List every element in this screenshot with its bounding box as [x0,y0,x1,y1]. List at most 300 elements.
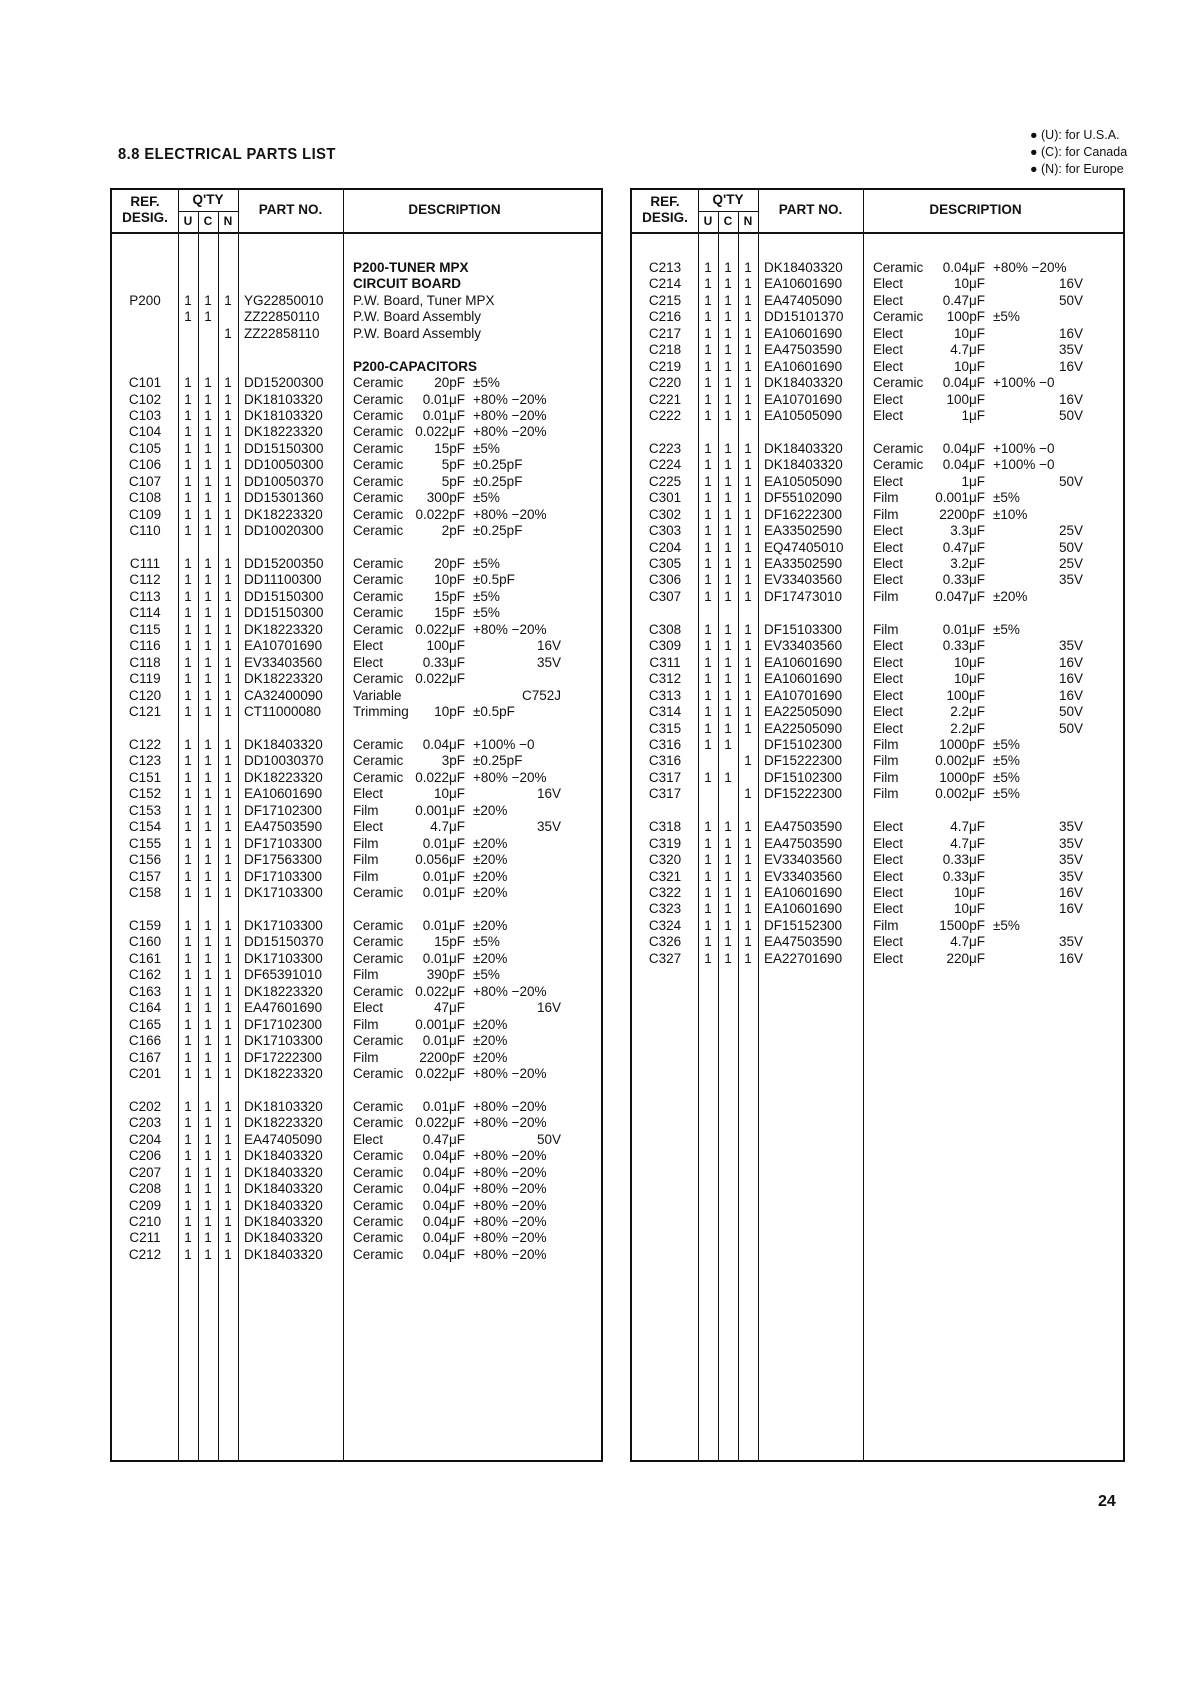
part-number: EA10601690 [244,786,323,802]
qty-n: 1 [744,868,752,884]
value: 0.001μF [415,802,465,818]
value: 0.002μF [935,753,985,769]
qty-c: 1 [204,1000,212,1016]
ref-desig: C160 [128,934,162,950]
description: Trimming [353,704,409,720]
table-row [632,670,1123,687]
tolerance: +80% −20% [473,1214,547,1229]
qty-c: 1 [724,638,732,654]
qty-n: 1 [224,885,232,900]
qty-u: 1 [704,292,712,308]
part-number: EA10601690 [764,885,843,900]
tolerance: ±0.25pF [473,523,523,539]
ref-desig: C307 [648,588,682,604]
value: 100μF [426,638,465,654]
qty-c: 1 [204,309,212,325]
value: 10pF [434,704,465,720]
part-number: DK18223320 [244,769,323,785]
value: 15pF [434,440,465,456]
description: P.W. Board, Tuner MPX [353,292,495,308]
qty-n: 1 [744,934,752,950]
header-qty-c: C [203,214,213,228]
qty-u: 1 [184,556,192,571]
description: Film [873,621,899,637]
qty-c: 1 [724,885,732,900]
qty-c: 1 [724,654,732,670]
qty-c: 1 [724,720,732,736]
ref-desig: C153 [128,802,162,818]
qty-n: 1 [224,424,232,440]
value: 0.01μF [422,868,465,884]
description: Elect [873,819,904,835]
part-number: DF17103300 [244,868,323,884]
description: Ceramic [353,1164,404,1180]
part-number: EV33403560 [764,868,843,884]
qty-u: 1 [184,934,192,950]
qty-u: 1 [184,753,192,769]
table-row [112,358,601,375]
part-number: EA10601690 [764,276,843,292]
value: 0.04μF [422,1214,465,1229]
description: Ceramic [353,523,404,539]
value: 100pF [946,309,985,325]
value: 2.2μF [950,720,985,736]
part-number: EA47503590 [764,835,843,851]
ref-desig: C163 [128,983,162,999]
qty-c: 1 [204,1181,212,1197]
qty-c: 1 [724,490,732,506]
part-number: DK18223320 [244,424,323,440]
qty-u: 1 [184,490,192,506]
qty-c: 1 [204,769,212,785]
description: Elect [873,687,904,703]
part-number: CA32400090 [244,687,323,703]
part-number: DK18103320 [244,407,323,423]
ref-desig: C204 [648,539,682,555]
tolerance: ±20% [473,835,508,851]
value: 0.04μF [422,1197,465,1213]
qty-n: 1 [744,440,752,456]
description: Elect [873,934,904,950]
table-row [112,588,601,605]
table-row [632,950,1123,967]
ref-desig: C110 [129,523,161,539]
ref-desig: C327 [648,950,682,966]
value: 0.022μF [415,424,465,440]
table-row [112,1032,601,1049]
qty-u: 1 [184,1181,192,1197]
value: 0.33μF [942,868,985,884]
qty-u: 1 [184,671,192,687]
ref-desig: C113 [129,588,161,604]
ref-desig: C210 [128,1214,162,1229]
value: 1000pF [939,769,985,785]
table-row [632,440,1123,457]
qty-u: 1 [704,819,712,835]
qty-n: 1 [224,292,232,308]
table-row [112,571,601,588]
qty-sub-divider [198,212,199,232]
qty-u: 1 [184,983,192,999]
qty-n: 1 [224,440,232,456]
qty-u: 1 [704,736,712,752]
part-number: DK18403320 [244,1181,323,1197]
voltage: 16V [1058,325,1083,341]
header-description: DESCRIPTION [929,202,1022,217]
qty-n: 1 [224,1065,232,1081]
value: 10μF [953,885,985,900]
ref-desig: C109 [128,506,162,522]
description: Ceramic [353,1181,404,1197]
section-heading: P200-CAPACITORS [353,358,478,374]
qty-c: 1 [204,1016,212,1032]
ref-desig: C116 [129,638,161,654]
part-number: EA10701690 [764,687,843,703]
value: 0.01μF [422,1098,465,1114]
qty-c: 1 [204,835,212,851]
table-row [112,654,601,671]
table-row [632,933,1123,950]
ref-desig: C223 [648,440,682,456]
ref-desig: C165 [128,1016,162,1032]
table-row [112,802,601,819]
qty-c: 1 [204,473,212,489]
table-row [112,637,601,654]
part-number: DF15103300 [764,621,843,637]
qty-c: 1 [724,309,732,325]
description: Ceramic [353,440,404,456]
qty-u: 1 [184,736,192,752]
qty-u: 1 [184,292,192,308]
ref-desig: C321 [648,868,682,884]
value: 0.001μF [415,1016,465,1032]
table-row [112,374,601,391]
ref-desig: C322 [648,885,682,900]
voltage: 50V [1058,473,1083,489]
qty-n: 1 [224,835,232,851]
qty-c: 1 [204,1115,212,1131]
ref-desig: C206 [128,1148,162,1164]
part-number: DF55102090 [764,490,843,506]
qty-n: 1 [744,375,752,391]
description: Ceramic [353,1246,404,1262]
qty-n: 1 [224,967,232,983]
part-number: DK18403320 [764,440,843,456]
page-title: 8.8 ELECTRICAL PARTS LIST [118,146,336,163]
ref-desig: C302 [648,506,682,522]
ref-desig: C164 [128,1000,162,1016]
tolerance: +100% −0 [993,457,1055,473]
description: Ceramic [353,1230,404,1246]
qty-c: 1 [204,983,212,999]
description: Elect [873,638,904,654]
description: Film [873,769,899,785]
description: Film [873,786,899,802]
ref-desig: C111 [129,556,161,571]
qty-n: 1 [224,506,232,522]
qty-c: 1 [724,704,732,720]
qty-divider [698,211,758,212]
table-row [632,785,1123,802]
voltage: 16V [536,638,561,654]
value: 0.01μF [942,621,985,637]
section-heading: CIRCUIT BOARD [353,276,461,292]
qty-n: 1 [744,473,752,489]
value: 15pF [434,605,465,621]
voltage: 25V [1058,523,1083,539]
description: Film [353,1049,379,1065]
qty-u: 1 [704,917,712,933]
value: 0.04μF [942,375,985,391]
voltage: 35V [1058,868,1083,884]
part-number: EA10601690 [764,358,843,374]
voltage: 16V [536,786,561,802]
part-number: DF16222300 [764,506,843,522]
voltage: 35V [1058,835,1083,851]
legend-canada: ● (C): for Canada [1030,145,1128,159]
tolerance: ±0.25pF [473,473,523,489]
tolerance: +80% −20% [473,1197,547,1213]
qty-u: 1 [704,638,712,654]
table-row [632,736,1123,753]
ref-desig: C305 [648,556,682,571]
qty-n: 1 [744,292,752,308]
tolerance: ±0.5pF [473,704,515,720]
ref-desig: C309 [648,638,682,654]
value: 0.33μF [942,852,985,868]
part-number: DD11100300 [244,572,322,588]
description: Ceramic [353,769,404,785]
qty-n: 1 [744,819,752,835]
table-row [632,917,1123,934]
qty-n: 1 [744,671,752,687]
ref-desig: C303 [648,523,682,539]
description: Elect [873,852,904,868]
qty-u: 1 [704,358,712,374]
voltage: 35V [1058,819,1083,835]
tolerance: +80% −20% [473,424,547,440]
table-row [112,522,601,539]
value: 0.47μF [942,292,985,308]
qty-u: 1 [704,621,712,637]
qty-u: 1 [184,1246,192,1262]
tolerance: +80% −20% [473,769,547,785]
part-number: DF65391010 [244,967,323,983]
description: P.W. Board Assembly [353,325,482,341]
part-number: DF17222300 [244,1049,323,1065]
part-number: EA22505090 [764,704,843,720]
table-row [112,769,601,786]
table-row [112,440,601,457]
table-row [632,374,1123,391]
ref-desig: C323 [648,901,682,917]
tolerance: ±0.25pF [473,753,523,769]
tolerance: ±20% [473,1049,508,1065]
table-row [632,884,1123,901]
qty-n: 1 [744,259,752,275]
value: 0.01μF [422,950,465,966]
qty-n: 1 [744,457,752,473]
section-heading: P200-TUNER MPX [353,259,469,275]
table-row [632,654,1123,671]
qty-c: 1 [724,852,732,868]
description: Film [873,506,899,522]
ref-desig: C317 [648,786,682,802]
qty-n: 1 [224,1230,232,1246]
ref-desig: C167 [128,1049,162,1065]
qty-n: 1 [224,917,232,933]
table-row [112,621,601,638]
qty-c: 1 [204,588,212,604]
qty-n: 1 [224,375,232,391]
value: 0.022pF [415,506,465,522]
tolerance: ±5% [993,753,1020,769]
value: 0.33μF [942,638,985,654]
qty-u: 1 [704,588,712,604]
tolerance: ±20% [473,802,508,818]
table-row [112,423,601,440]
value: 1μF [961,473,985,489]
qty-u: 1 [184,1016,192,1032]
qty-c: 1 [724,539,732,555]
voltage: 35V [1058,342,1083,358]
qty-n: 1 [744,506,752,522]
value: 0.04μF [422,1148,465,1164]
value: 0.022μF [415,983,465,999]
table-row [112,325,601,342]
voltage: 16V [1058,885,1083,900]
value: 1μF [961,407,985,423]
value: 0.01μF [422,407,465,423]
table-row [112,736,601,753]
value: 1500pF [939,917,985,933]
header-ref-line1: REF. [650,194,680,209]
tolerance: ±5% [473,967,500,983]
ref-desig: C317 [648,769,682,785]
ref-desig: C202 [128,1098,162,1114]
value: 0.04μF [422,1230,465,1246]
part-number: DD15150300 [244,440,324,456]
description: Film [353,802,379,818]
part-number: DD15150300 [244,605,324,621]
voltage: 16V [1058,687,1083,703]
description: Elect [873,950,904,966]
qty-c: 1 [204,457,212,473]
ref-desig: C104 [128,424,162,440]
value: 100μF [946,687,985,703]
ref-desig: C318 [648,819,682,835]
qty-c: 1 [204,1148,212,1164]
qty-c: 1 [724,835,732,851]
description: Ceramic [353,917,404,933]
region-legend [1030,127,1127,178]
qty-u: 1 [704,490,712,506]
qty-n: 1 [744,309,752,325]
qty-c: 1 [204,523,212,539]
table-row [112,292,601,309]
description: Ceramic [353,671,404,687]
ref-desig: C308 [648,621,682,637]
part-number: DD10050370 [244,473,324,489]
part-number: DK18403320 [244,736,323,752]
description: Ceramic [873,440,924,456]
qty-u: 1 [184,852,192,868]
part-number: DK17103300 [244,885,323,900]
qty-u: 1 [184,1098,192,1114]
qty-u: 1 [184,440,192,456]
qty-c: 1 [204,736,212,752]
qty-c: 1 [204,572,212,588]
value: 0.01μF [422,917,465,933]
qty-n: 1 [224,852,232,868]
qty-c: 1 [204,391,212,407]
ref-desig: C203 [128,1115,162,1131]
header-ref-line2: DESIG. [122,210,168,225]
qty-u: 1 [184,917,192,933]
table-row [632,506,1123,523]
page-number: 24 [1098,1493,1116,1510]
part-number: DD15200300 [244,375,324,391]
value: 0.001μF [935,490,985,506]
value: 2.2μF [950,704,985,720]
qty-n: 1 [224,1246,232,1262]
description: Ceramic [353,1065,404,1081]
qty-c: 1 [204,490,212,506]
qty-c: 1 [204,1230,212,1246]
part-number: DK17103300 [244,950,323,966]
qty-u: 1 [704,523,712,539]
table-row [112,1098,601,1115]
qty-c: 1 [724,407,732,423]
qty-u: 1 [184,391,192,407]
ref-desig: C162 [128,967,162,983]
voltage: 35V [1058,852,1083,868]
qty-divider [178,211,238,212]
qty-n: 1 [224,407,232,423]
tolerance: +100% −0 [993,375,1055,391]
qty-c: 1 [204,440,212,456]
ref-desig: C106 [128,457,162,473]
description: Film [873,490,899,506]
qty-c: 1 [204,605,212,621]
table-row [112,1131,601,1148]
qty-sub-divider [738,212,739,232]
qty-c: 1 [724,556,732,571]
tolerance: ±20% [473,852,508,868]
qty-c: 1 [204,819,212,835]
description: Elect [873,704,904,720]
table-row [112,752,601,769]
qty-n: 1 [224,704,232,720]
part-number: EA10601690 [764,654,843,670]
qty-c: 1 [724,901,732,917]
table-row [112,884,601,901]
voltage: 35V [536,819,561,835]
tolerance: ±20% [473,1016,508,1032]
part-number: ZZ22850110 [244,309,320,325]
qty-u: 1 [704,556,712,571]
value: 2200pF [419,1049,465,1065]
qty-c: 1 [204,868,212,884]
tolerance: +80% −20% [473,983,547,999]
description: Ceramic [353,1148,404,1164]
qty-n: 1 [224,753,232,769]
voltage: 16V [1058,276,1083,292]
ref-desig: C208 [128,1181,162,1197]
value: 220μF [946,950,985,966]
qty-n: 1 [224,588,232,604]
table-body [632,234,1123,1460]
